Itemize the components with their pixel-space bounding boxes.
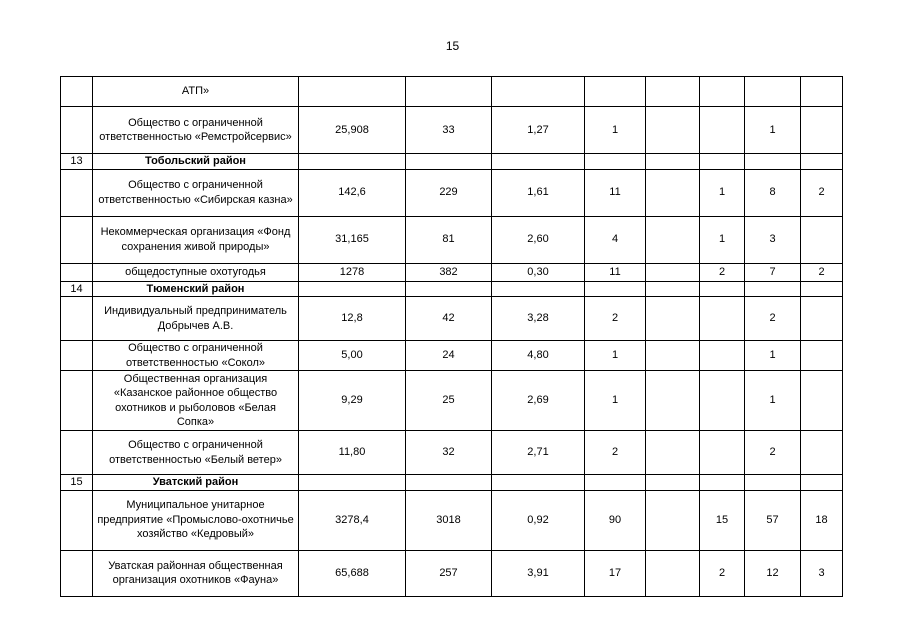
value-cell-2: 42 xyxy=(406,297,492,341)
hunting-grounds-table xyxy=(60,76,843,597)
value-cell-4: 17 xyxy=(585,550,646,596)
value-cell-6: 1 xyxy=(700,169,745,216)
table-row xyxy=(61,263,843,281)
value-cell-5 xyxy=(646,431,700,475)
value-cell-1: 5,00 xyxy=(299,341,406,371)
value-cell-5 xyxy=(646,169,700,216)
value-cell-6 xyxy=(700,281,745,297)
row-index-cell xyxy=(61,490,93,550)
value-cell-2: 81 xyxy=(406,216,492,263)
value-cell-3: 2,71 xyxy=(492,431,585,475)
value-cell-8: 2 xyxy=(801,263,843,281)
value-cell-1: 31,165 xyxy=(299,216,406,263)
district-row xyxy=(61,154,843,170)
value-cell-5 xyxy=(646,475,700,491)
value-cell-5 xyxy=(646,281,700,297)
value-cell-4 xyxy=(585,475,646,491)
value-cell-4: 11 xyxy=(585,263,646,281)
district-name-cell: Тобольский район xyxy=(93,154,299,170)
row-index-cell xyxy=(61,550,93,596)
value-cell-2 xyxy=(406,154,492,170)
value-cell-1: 3278,4 xyxy=(299,490,406,550)
value-cell-8 xyxy=(801,77,843,107)
value-cell-2: 3018 xyxy=(406,490,492,550)
table-row xyxy=(61,341,843,371)
value-cell-2 xyxy=(406,475,492,491)
value-cell-8 xyxy=(801,107,843,154)
value-cell-1: 142,6 xyxy=(299,169,406,216)
value-cell-8 xyxy=(801,341,843,371)
value-cell-4: 1 xyxy=(585,371,646,431)
value-cell-3: 1,61 xyxy=(492,169,585,216)
table-row xyxy=(61,216,843,263)
value-cell-4: 90 xyxy=(585,490,646,550)
value-cell-8 xyxy=(801,297,843,341)
value-cell-7: 2 xyxy=(745,431,801,475)
table-row xyxy=(61,169,843,216)
value-cell-8 xyxy=(801,154,843,170)
value-cell-3: 0,30 xyxy=(492,263,585,281)
value-cell-2 xyxy=(406,77,492,107)
value-cell-6 xyxy=(700,107,745,154)
row-index-cell: 13 xyxy=(61,154,93,170)
row-index-cell xyxy=(61,431,93,475)
value-cell-1: 11,80 xyxy=(299,431,406,475)
value-cell-3: 3,28 xyxy=(492,297,585,341)
value-cell-5 xyxy=(646,341,700,371)
value-cell-5 xyxy=(646,154,700,170)
district-name-cell: Тюменский район xyxy=(93,281,299,297)
value-cell-4: 2 xyxy=(585,297,646,341)
value-cell-1 xyxy=(299,77,406,107)
organization-name-cell: Общество с ограниченной ответственностью «Ремстройсервис» xyxy=(93,107,299,154)
value-cell-1: 65,688 xyxy=(299,550,406,596)
value-cell-3 xyxy=(492,281,585,297)
row-index-cell xyxy=(61,107,93,154)
value-cell-6: 2 xyxy=(700,550,745,596)
value-cell-7: 1 xyxy=(745,341,801,371)
row-index-cell xyxy=(61,216,93,263)
value-cell-2: 257 xyxy=(406,550,492,596)
value-cell-3: 1,27 xyxy=(492,107,585,154)
value-cell-7: 2 xyxy=(745,297,801,341)
value-cell-7: 3 xyxy=(745,216,801,263)
organization-name-cell: Общество с ограниченной ответственностью «Сокол» xyxy=(93,341,299,371)
value-cell-3 xyxy=(492,154,585,170)
value-cell-7: 8 xyxy=(745,169,801,216)
value-cell-6 xyxy=(700,341,745,371)
value-cell-1: 1278 xyxy=(299,263,406,281)
row-index-cell xyxy=(61,297,93,341)
organization-name-cell: Общество с ограниченной ответственностью «Сибирская казна» xyxy=(93,169,299,216)
value-cell-2: 24 xyxy=(406,341,492,371)
value-cell-5 xyxy=(646,297,700,341)
value-cell-6 xyxy=(700,77,745,107)
value-cell-5 xyxy=(646,371,700,431)
value-cell-8 xyxy=(801,431,843,475)
value-cell-4 xyxy=(585,281,646,297)
value-cell-2: 33 xyxy=(406,107,492,154)
value-cell-8 xyxy=(801,475,843,491)
value-cell-8: 2 xyxy=(801,169,843,216)
organization-name-cell: Муниципальное унитарное предприятие «Промыслово-охотничье хозяйство «Кедровый» xyxy=(93,490,299,550)
organization-name-cell: Индивидуальный предприниматель Добрычев А.В. xyxy=(93,297,299,341)
table-row xyxy=(61,77,843,107)
value-cell-4 xyxy=(585,77,646,107)
organization-name-cell: АТП» xyxy=(93,77,299,107)
organization-name-cell: Общественная организация «Казанское районное общество охотников и рыболовов «Белая Сопка» xyxy=(93,371,299,431)
table-row xyxy=(61,371,843,431)
value-cell-2: 32 xyxy=(406,431,492,475)
value-cell-7: 57 xyxy=(745,490,801,550)
value-cell-1 xyxy=(299,475,406,491)
value-cell-6: 1 xyxy=(700,216,745,263)
value-cell-3 xyxy=(492,77,585,107)
table-row xyxy=(61,431,843,475)
organization-name-cell: Некоммерческая организация «Фонд сохранения живой природы» xyxy=(93,216,299,263)
value-cell-5 xyxy=(646,77,700,107)
value-cell-5 xyxy=(646,490,700,550)
value-cell-8 xyxy=(801,281,843,297)
value-cell-4: 1 xyxy=(585,107,646,154)
table-body xyxy=(61,77,843,597)
value-cell-6 xyxy=(700,297,745,341)
value-cell-1: 12,8 xyxy=(299,297,406,341)
district-row xyxy=(61,281,843,297)
value-cell-5 xyxy=(646,263,700,281)
value-cell-8 xyxy=(801,216,843,263)
value-cell-5 xyxy=(646,107,700,154)
value-cell-2 xyxy=(406,281,492,297)
value-cell-8: 18 xyxy=(801,490,843,550)
row-index-cell xyxy=(61,263,93,281)
organization-name-cell: Общество с ограниченной ответственностью «Белый ветер» xyxy=(93,431,299,475)
value-cell-6 xyxy=(700,431,745,475)
value-cell-6 xyxy=(700,475,745,491)
row-index-cell xyxy=(61,371,93,431)
value-cell-1 xyxy=(299,281,406,297)
value-cell-5 xyxy=(646,216,700,263)
value-cell-6 xyxy=(700,371,745,431)
value-cell-4: 2 xyxy=(585,431,646,475)
value-cell-4: 4 xyxy=(585,216,646,263)
value-cell-2: 382 xyxy=(406,263,492,281)
row-index-cell xyxy=(61,341,93,371)
value-cell-1 xyxy=(299,154,406,170)
value-cell-3: 4,80 xyxy=(492,341,585,371)
value-cell-2: 25 xyxy=(406,371,492,431)
value-cell-3: 2,60 xyxy=(492,216,585,263)
value-cell-7 xyxy=(745,77,801,107)
value-cell-7 xyxy=(745,475,801,491)
value-cell-7: 7 xyxy=(745,263,801,281)
value-cell-3: 2,69 xyxy=(492,371,585,431)
district-row xyxy=(61,475,843,491)
row-index-cell: 14 xyxy=(61,281,93,297)
value-cell-4 xyxy=(585,154,646,170)
value-cell-7: 1 xyxy=(745,371,801,431)
table-row xyxy=(61,550,843,596)
row-index-cell: 15 xyxy=(61,475,93,491)
page-number: 15 xyxy=(445,39,460,53)
value-cell-6 xyxy=(700,154,745,170)
value-cell-6: 2 xyxy=(700,263,745,281)
value-cell-2: 229 xyxy=(406,169,492,216)
value-cell-3 xyxy=(492,475,585,491)
value-cell-4: 1 xyxy=(585,341,646,371)
value-cell-8 xyxy=(801,371,843,431)
value-cell-7: 12 xyxy=(745,550,801,596)
organization-name-cell: Уватская районная общественная организация охотников «Фауна» xyxy=(93,550,299,596)
table-row xyxy=(61,297,843,341)
organization-name-cell: общедоступные охотугодья xyxy=(93,263,299,281)
table-row xyxy=(61,490,843,550)
value-cell-3: 0,92 xyxy=(492,490,585,550)
district-name-cell: Уватский район xyxy=(93,475,299,491)
value-cell-7 xyxy=(745,154,801,170)
value-cell-6: 15 xyxy=(700,490,745,550)
value-cell-8: 3 xyxy=(801,550,843,596)
value-cell-1: 9,29 xyxy=(299,371,406,431)
table-row xyxy=(61,107,843,154)
row-index-cell xyxy=(61,77,93,107)
value-cell-4: 11 xyxy=(585,169,646,216)
value-cell-7: 1 xyxy=(745,107,801,154)
value-cell-7 xyxy=(745,281,801,297)
value-cell-1: 25,908 xyxy=(299,107,406,154)
value-cell-5 xyxy=(646,550,700,596)
value-cell-3: 3,91 xyxy=(492,550,585,596)
row-index-cell xyxy=(61,169,93,216)
